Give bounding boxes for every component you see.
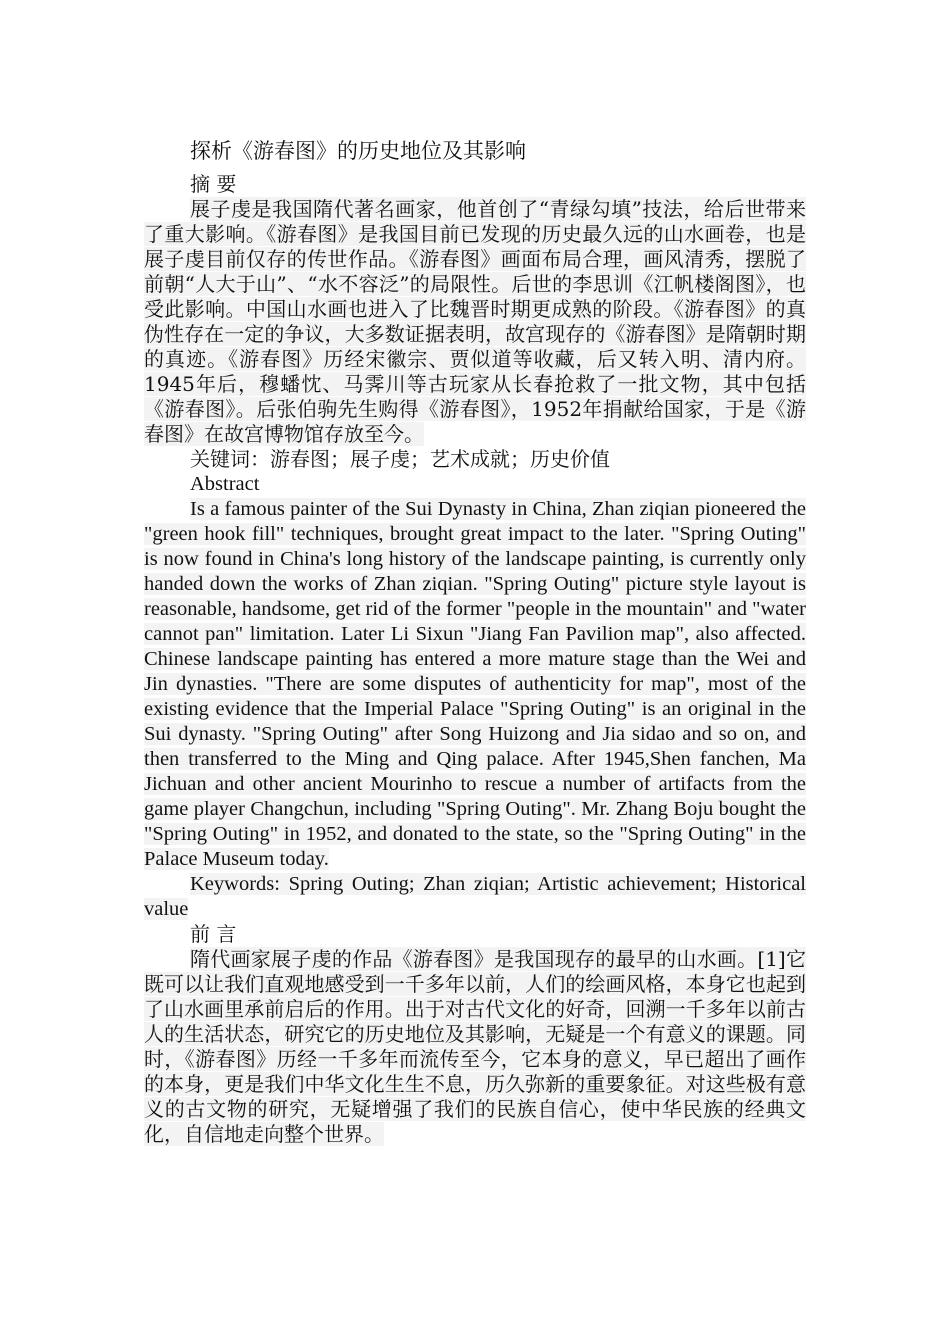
preface-body bbox=[144, 947, 806, 1147]
abstract-cn-heading: 摘 要 bbox=[190, 172, 237, 196]
abstract-en-heading: Abstract bbox=[190, 473, 260, 495]
keywords-en bbox=[144, 872, 806, 922]
abstract-cn-text: 展子虔是我国隋代著名画家，他首创了“青绿勾填”技法，给后世带来了重大影响。《游春图》是我国目前已发现的历史最久远的山水画卷，也是展子虔目前仅存的传世作品。《游春图》画面布局合理，画风清秀，摆脱了前朝“人大于山”、“水不容泛”的局限性。后世的李思训《江帆楼阁图》，也受此影响。中国山水画也进入了比魏晋时期更成熟的阶段。《游春图》的真伪性存在一定的争议，大多数证据表明，故宫现存的《游春图》是隋朝时期的真迹。《游春图》历经宋徽宗、贾似道等收藏，后又转入明、清内府。1945年后，穆蟠忱、马霁川等古玩家从长春抢救了一批文物，其中包括《游春图》。后张伯驹先生购得《游春图》，1952年捐献给国家，于是《游春图》在故宫博物馆存放至今。 bbox=[144, 197, 806, 446]
abstract-en-body bbox=[144, 497, 806, 872]
abstract-en-text: Is a famous painter of the Sui Dynasty in China, Zhan ziqian pioneered the "green hook fill" techniques, brought great impact to the later. "Spring Outing" is now found in China's long history of the landscape painting, is currently only handed down the works of Zhan ziqian. "Spring Outing" picture style layout is reasonable, handsome, get rid of the former "people in the mountain" and "water cannot pan" limitation. Later Li Sixun "Jiang Fan Pavilion map", also affected. Chinese landscape painting has entered a more mature stage than the Wei and Jin dynasties. "There are some disputes of authenticity for map", most of the existing evidence that the Imperial Palace "Spring Outing" is an original in the Sui dynasty. "Spring Outing" after Song Huizong and Jia sidao and so on, and then transferred to the Ming and Qing palace. After 1945,Shen fanchen, Ma Jichuan and other ancient Mourinho to rescue a number of artifacts from the game player Changchun, including "Spring Outing". Mr. Zhang Boju bought the "Spring Outing" in 1952, and donated to the state, so the "Spring Outing" in the Palace Museum today. bbox=[144, 498, 806, 870]
document-page bbox=[144, 134, 806, 1147]
preface-heading: 前 言 bbox=[190, 922, 237, 946]
keywords-cn: 关键词：游春图；展子虔；艺术成就；历史价值 bbox=[190, 447, 610, 471]
abstract-cn-body bbox=[144, 197, 806, 447]
keywords-en-text: Keywords: Spring Outing; Zhan ziqian; Artistic achievement; Historical value bbox=[144, 873, 806, 920]
document-title: 探析《游春图》的历史地位及其影响 bbox=[190, 139, 526, 163]
preface-text: 隋代画家展子虔的作品《游春图》是我国现存的最早的山水画。[1]它既可以让我们直观地感受到一千多年以前，人们的绘画风格，本身它也起到了山水画里承前启后的作用。出于对古代文化的好奇，回溯一千多年以前古人的生活状态，研究它的历史地位及其影响，无疑是一个有意义的课题。同时，《游春图》历经一千多年而流传至今，它本身的意义，早已超出了画作的本身，更是我们中华文化生生不息，历久弥新的重要象征。对这些极有意义的古文物的研究，无疑增强了我们的民族自信心，使中华民族的经典文化，自信地走向整个世界。 bbox=[144, 947, 806, 1146]
